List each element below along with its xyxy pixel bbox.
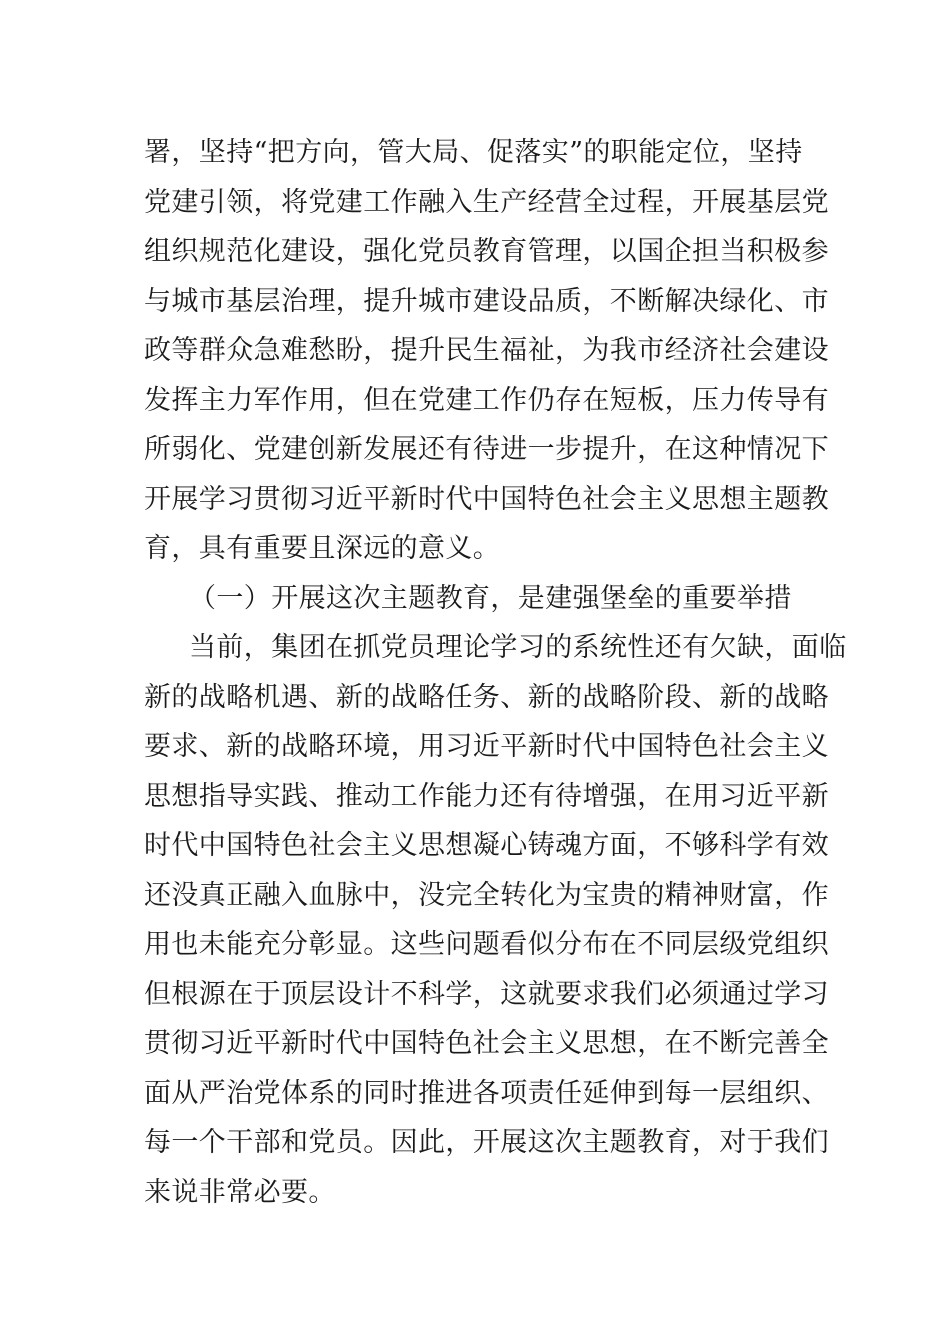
paragraph-line: 但根源在于顶层设计不科学，这就要求我们必须通过学习	[144, 978, 829, 1010]
paragraph-line: 与城市基层治理，提升城市建设品质，不断解决绿化、市	[144, 285, 829, 317]
paragraph-line: 新的战略机遇、新的战略任务、新的战略阶段、新的战略	[144, 681, 829, 713]
paragraph-line: 思想指导实践、推动工作能力还有待增强，在用习近平新	[144, 780, 829, 812]
paragraph-line: 育，具有重要且深远的意义。	[144, 533, 501, 564]
paragraph-line: 要求、新的战略环境，用习近平新时代中国特色社会主义	[144, 731, 829, 762]
paragraph-2	[144, 623, 847, 1217]
paragraph-line: 贯彻习近平新时代中国特色社会主义思想，在不断完善全	[144, 1028, 829, 1059]
paragraph-line: 组织规范化建设，强化党员教育管理，以国企担当积极参	[144, 236, 829, 267]
paragraph-line: 署，坚持“把方向，管大局、促落实”的职能定位，坚持	[144, 137, 803, 168]
paragraph-line: 来说非常必要。	[144, 1176, 336, 1208]
paragraph-line: 政等群众急难愁盼，提升民生福祉，为我市经济社会建设	[144, 335, 829, 366]
paragraph-line: 党建引领，将党建工作融入生产经营全过程，开展基层党	[144, 186, 829, 218]
section-heading-text: （一）开展这次主题教育，是建强堡垒的重要举措	[189, 582, 792, 614]
section-heading	[144, 574, 808, 624]
paragraph-1	[144, 128, 829, 574]
paragraph-line: 开展学习贯彻习近平新时代中国特色社会主义思想主题教	[144, 483, 829, 515]
paragraph-line: 面从严治党体系的同时推进各项责任延伸到每一层组织、	[144, 1077, 829, 1109]
paragraph-line: 发挥主力军作用，但在党建工作仍存在短板，压力传导有	[144, 384, 829, 416]
paragraph-line: 用也未能充分彰显。这些问题看似分布在不同层级党组织	[144, 929, 829, 960]
paragraph-line: 还没真正融入血脉中，没完全转化为宝贵的精神财富，作	[144, 879, 829, 911]
paragraph-line: 每一个干部和党员。因此，开展这次主题教育，对于我们	[144, 1127, 829, 1158]
paragraph-line: 所弱化、党建创新发展还有待进一步提升，在这种情况下	[144, 434, 829, 465]
paragraph-line: 当前，集团在抓党员理论学习的系统性还有欠缺，面临	[189, 632, 847, 663]
paragraph-line: 时代中国特色社会主义思想凝心铸魂方面，不够科学有效	[144, 830, 829, 861]
